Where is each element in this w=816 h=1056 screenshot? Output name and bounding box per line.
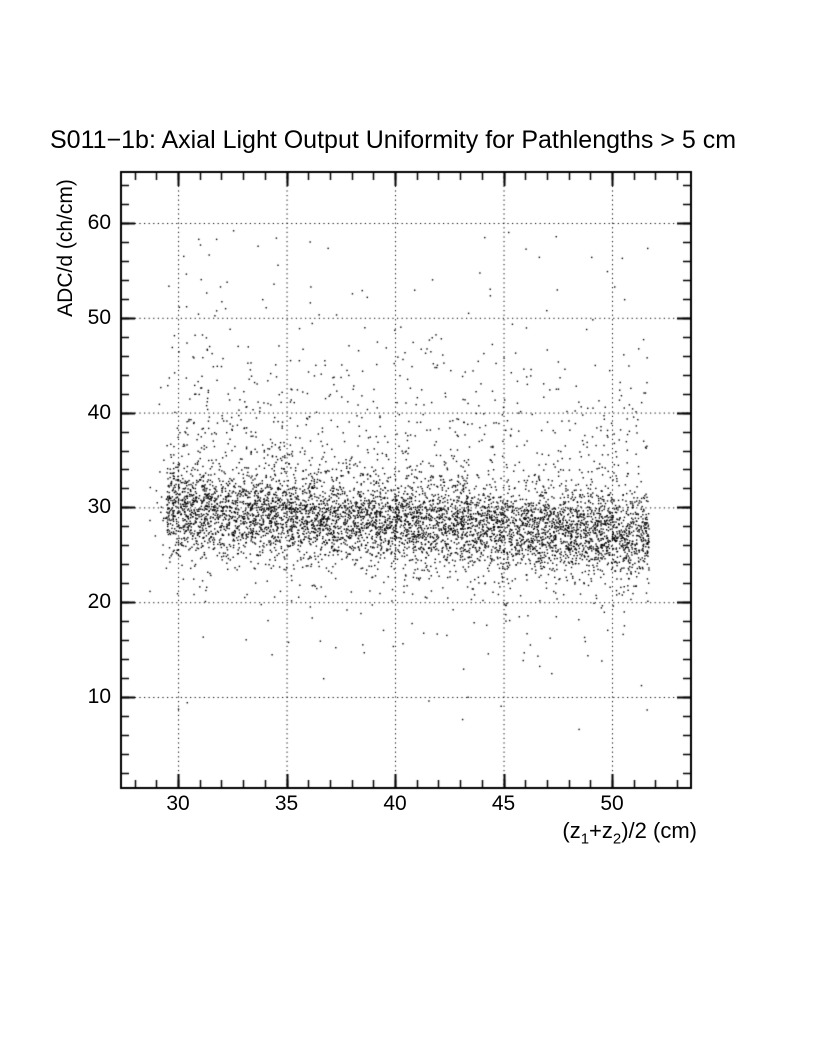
chart-title: S011−1b: Axial Light Output Uniformity for Pathlengths > 5 cm <box>50 126 737 154</box>
y-tick-label: 60 <box>87 211 111 234</box>
y-tick-label: 30 <box>87 495 111 519</box>
x-axis-label-post: )/2 (cm) <box>621 818 697 843</box>
x-tick-label: 50 <box>600 792 624 815</box>
y-axis-label: ADC/d (ch/cm) <box>54 179 77 317</box>
x-axis-label-mid: +z <box>589 818 613 843</box>
y-tick-label: 10 <box>87 684 111 708</box>
y-tick-label: 20 <box>87 590 111 614</box>
x-axis-label-sub1: 1 <box>580 830 590 848</box>
x-axis-label-pre: (z <box>562 818 581 843</box>
x-axis-label-sub2: 2 <box>612 830 622 848</box>
y-tick-label: 40 <box>87 400 111 424</box>
x-tick-label: 45 <box>491 792 516 815</box>
x-tick-label: 30 <box>166 792 190 815</box>
x-axis-label <box>562 818 697 847</box>
y-tick-label: 50 <box>87 305 111 329</box>
x-tick-label: 35 <box>274 792 299 815</box>
x-tick-label: 40 <box>383 792 407 815</box>
